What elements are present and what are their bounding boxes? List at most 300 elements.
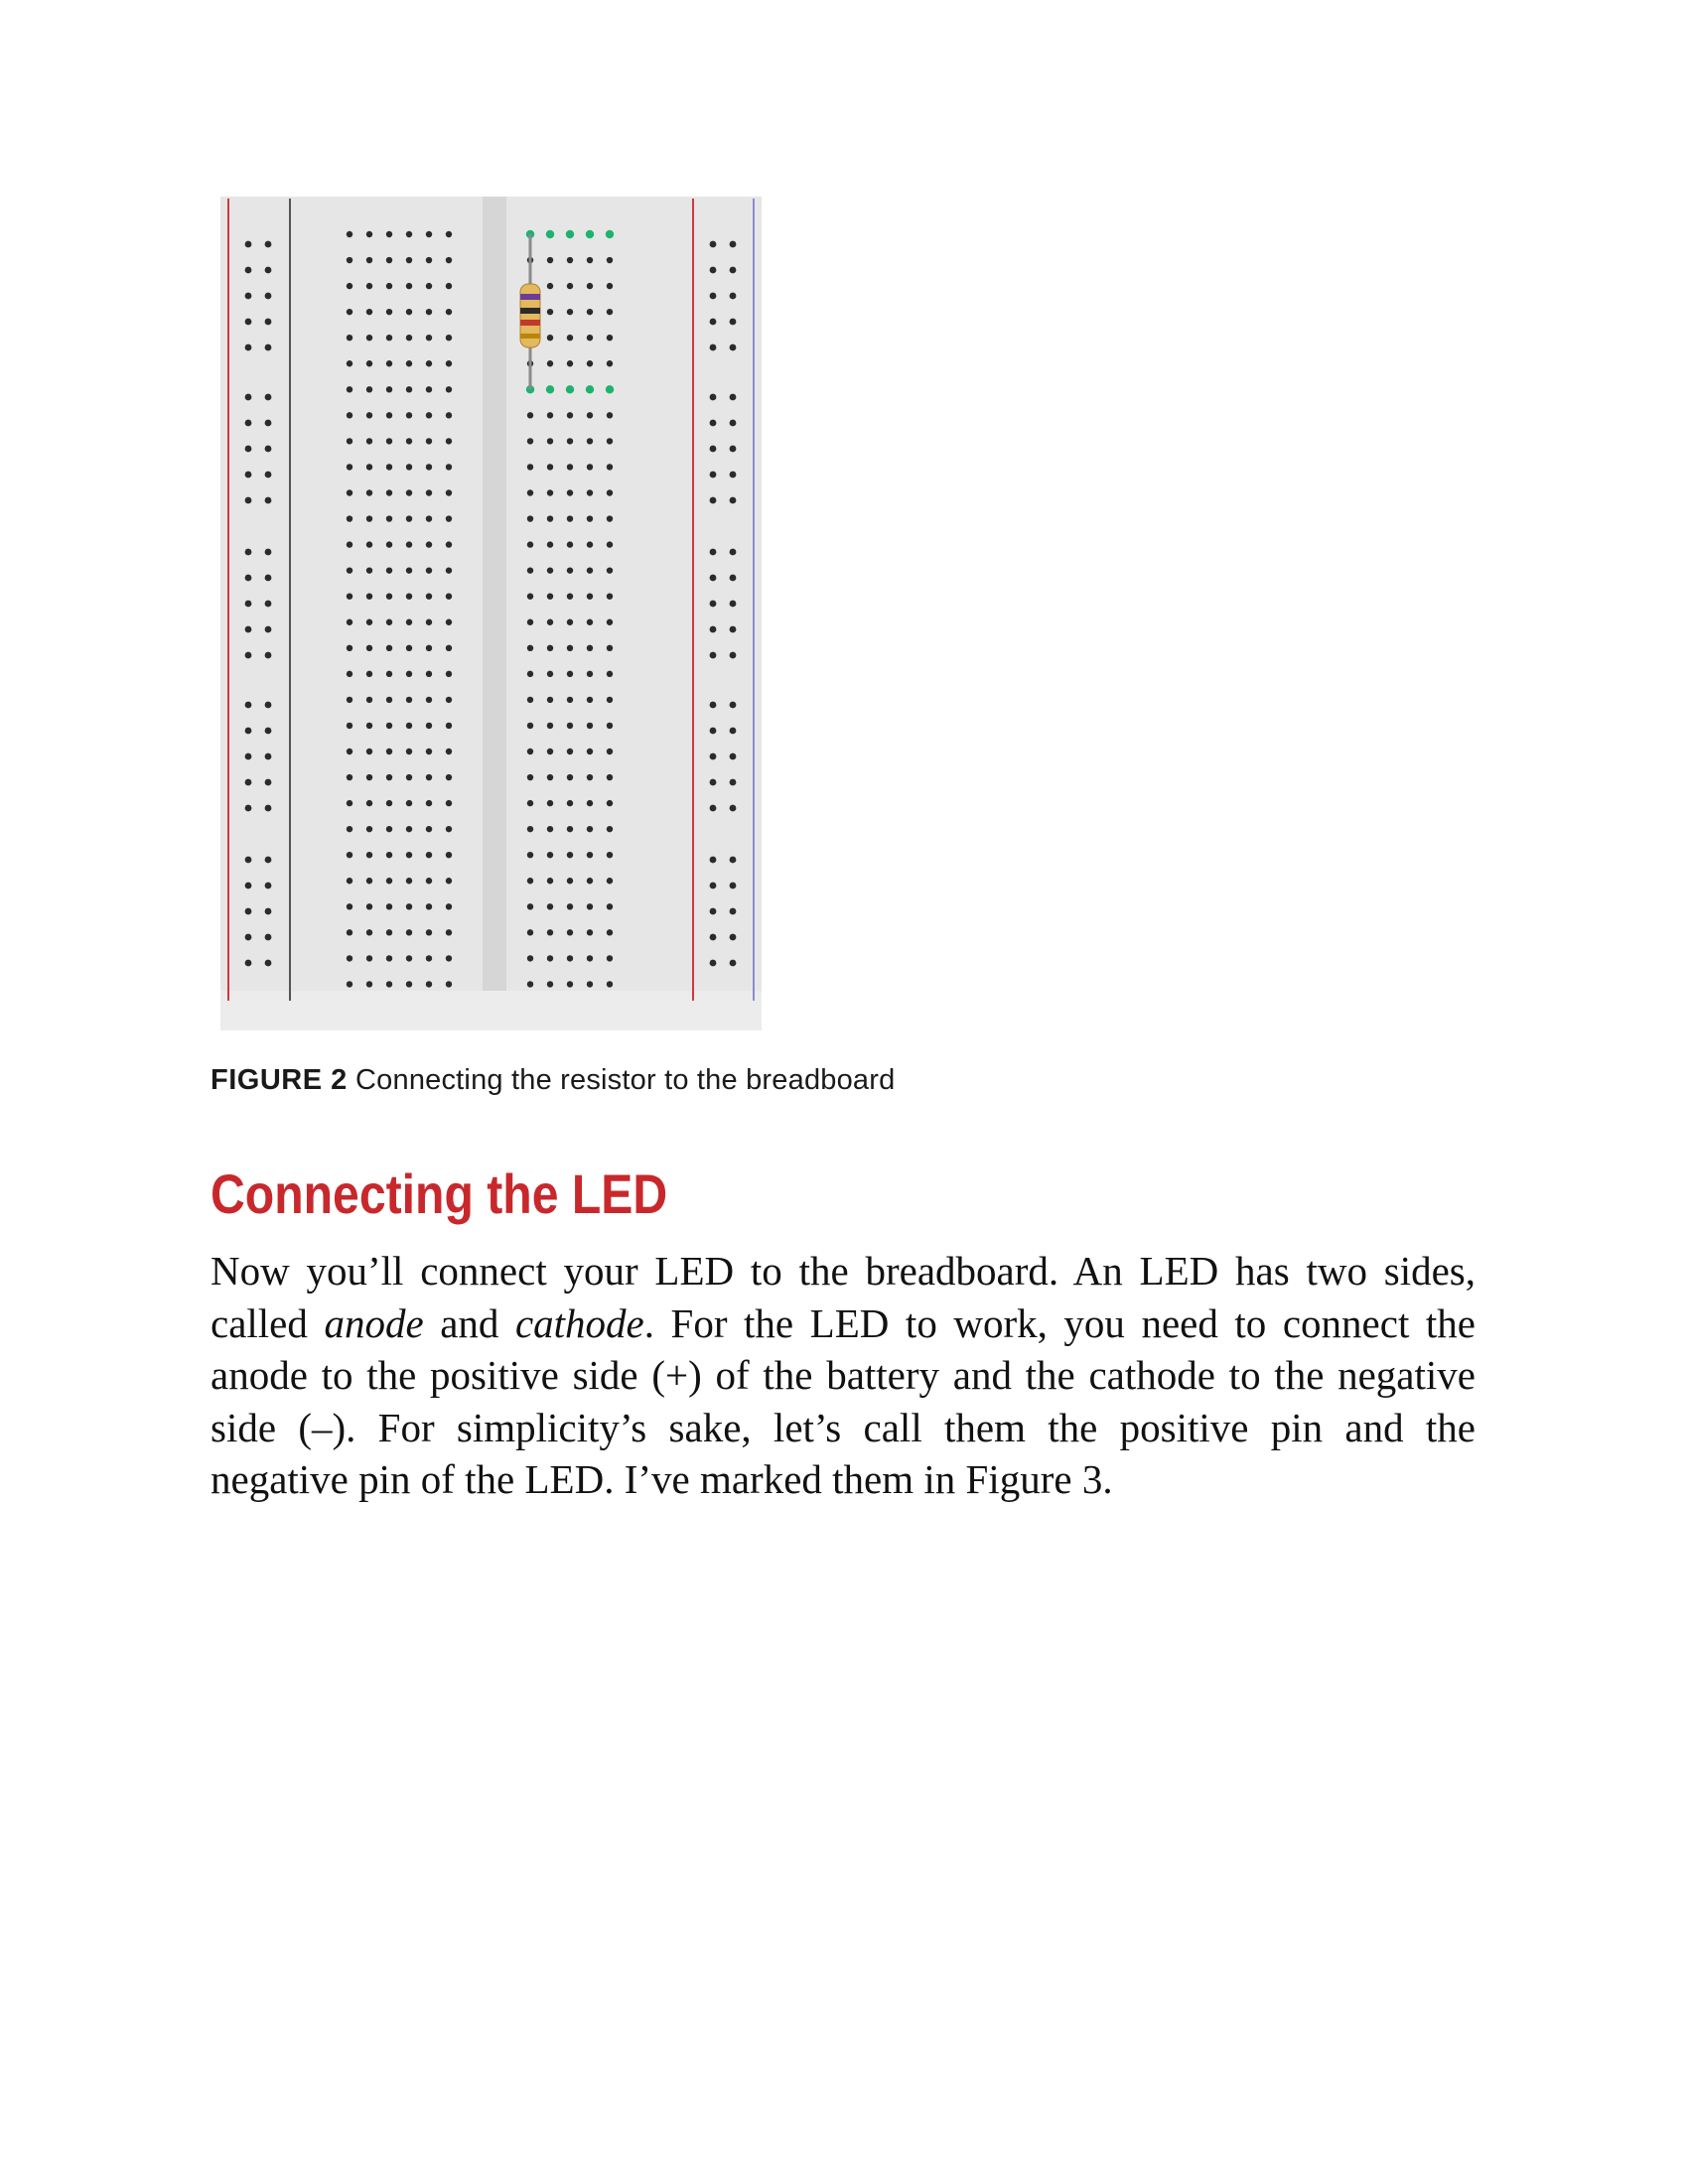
terminal-hole: [347, 645, 352, 651]
terminal-hole: [406, 386, 412, 392]
left-rail-hole: [245, 394, 252, 401]
terminal-hole: [406, 619, 412, 625]
terminal-hole: [347, 360, 352, 366]
terminal-hole: [527, 438, 533, 444]
terminal-hole: [446, 412, 452, 418]
terminal-hole: [366, 671, 372, 677]
left-rail-hole: [265, 549, 272, 556]
right-rail-hole: [730, 549, 737, 556]
terminal-hole: [347, 903, 352, 909]
terminal-hole: [547, 515, 553, 521]
terminal-hole: [426, 981, 432, 987]
terminal-hole: [587, 438, 593, 444]
breadboard-illustration: [220, 197, 762, 1030]
terminal-hole: [567, 309, 573, 315]
terminal-hole: [406, 541, 412, 547]
terminal-hole: [607, 852, 613, 858]
connected-hole: [566, 385, 574, 393]
right-rail-hole: [710, 626, 717, 633]
terminal-hole: [527, 723, 533, 729]
terminal-hole: [366, 929, 372, 935]
right-rail-hole: [710, 960, 717, 967]
terminal-hole: [567, 645, 573, 651]
terminal-hole: [547, 412, 553, 418]
terminal-hole: [366, 309, 372, 315]
terminal-hole: [386, 852, 392, 858]
terminal-hole: [406, 645, 412, 651]
terminal-hole: [426, 438, 432, 444]
terminal-hole: [527, 852, 533, 858]
terminal-hole: [527, 515, 533, 521]
terminal-hole: [446, 749, 452, 754]
term-anode: anode: [324, 1299, 424, 1346]
left-rail-hole: [265, 575, 272, 582]
left-rail-hole: [245, 728, 252, 735]
terminal-hole: [587, 723, 593, 729]
terminal-hole: [347, 309, 352, 315]
terminal-hole: [406, 903, 412, 909]
terminal-hole: [547, 541, 553, 547]
terminal-hole: [366, 645, 372, 651]
terminal-hole: [347, 929, 352, 935]
terminal-hole: [446, 438, 452, 444]
resistor-band-2: [520, 308, 540, 314]
terminal-hole: [527, 671, 533, 677]
left-rail-hole: [265, 420, 272, 427]
terminal-hole: [607, 749, 613, 754]
terminal-hole: [426, 826, 432, 832]
connected-hole: [546, 230, 554, 238]
terminal-hole: [446, 335, 452, 341]
terminal-hole: [567, 438, 573, 444]
terminal-hole: [446, 903, 452, 909]
terminal-hole: [366, 283, 372, 289]
terminal-hole: [366, 826, 372, 832]
terminal-hole: [607, 438, 613, 444]
right-rail-hole: [710, 601, 717, 608]
terminal-hole: [607, 981, 613, 987]
terminal-hole: [607, 800, 613, 806]
terminal-hole: [587, 826, 593, 832]
terminal-hole: [587, 464, 593, 470]
terminal-hole: [426, 257, 432, 263]
right-rail-hole: [710, 319, 717, 326]
terminal-hole: [446, 489, 452, 495]
left-rail-hole: [265, 652, 272, 659]
terminal-hole: [547, 645, 553, 651]
left-rail-hole: [245, 753, 252, 760]
terminal-hole: [547, 723, 553, 729]
terminal-hole: [567, 697, 573, 703]
terminal-hole: [347, 386, 352, 392]
terminal-hole: [547, 903, 553, 909]
connected-hole: [566, 230, 574, 238]
left-rail-hole: [245, 857, 252, 864]
terminal-hole: [366, 567, 372, 573]
terminal-hole: [607, 826, 613, 832]
terminal-hole: [406, 567, 412, 573]
right-rail-hole: [710, 728, 717, 735]
terminal-hole: [347, 619, 352, 625]
terminal-hole: [406, 826, 412, 832]
terminal-hole: [547, 955, 553, 961]
right-rail-hole: [710, 575, 717, 582]
terminal-hole: [347, 515, 352, 521]
left-rail-hole: [265, 626, 272, 633]
right-rail-hole: [730, 805, 737, 812]
terminal-hole: [446, 723, 452, 729]
terminal-hole: [386, 955, 392, 961]
terminal-hole: [366, 594, 372, 600]
right-rail-hole: [730, 420, 737, 427]
terminal-hole: [607, 567, 613, 573]
terminal-hole: [587, 697, 593, 703]
terminal-hole: [547, 464, 553, 470]
terminal-hole: [406, 852, 412, 858]
terminal-hole: [547, 800, 553, 806]
terminal-hole: [366, 852, 372, 858]
terminal-hole: [366, 231, 372, 237]
terminal-hole: [347, 878, 352, 884]
right-rail-hole: [710, 652, 717, 659]
terminal-hole: [347, 335, 352, 341]
terminal-hole: [587, 852, 593, 858]
terminal-hole: [446, 464, 452, 470]
right-rail-hole: [710, 267, 717, 274]
terminal-hole: [406, 412, 412, 418]
terminal-hole: [446, 878, 452, 884]
terminal-hole: [386, 749, 392, 754]
terminal-hole: [406, 955, 412, 961]
terminal-hole: [587, 955, 593, 961]
connected-hole: [606, 385, 614, 393]
terminal-hole: [527, 697, 533, 703]
terminal-hole: [567, 826, 573, 832]
terminal-hole: [527, 412, 533, 418]
right-rail-hole: [730, 575, 737, 582]
terminal-hole: [366, 541, 372, 547]
terminal-hole: [386, 283, 392, 289]
terminal-hole: [587, 671, 593, 677]
terminal-hole: [587, 749, 593, 754]
terminal-hole: [386, 360, 392, 366]
terminal-hole: [607, 774, 613, 780]
terminal-hole: [347, 749, 352, 754]
right-rail-hole: [710, 805, 717, 812]
terminal-hole: [567, 955, 573, 961]
terminal-hole: [547, 335, 553, 341]
terminal-hole: [386, 826, 392, 832]
terminal-hole: [406, 723, 412, 729]
terminal-hole: [366, 903, 372, 909]
terminal-hole: [607, 903, 613, 909]
terminal-hole: [347, 723, 352, 729]
breadboard-bottom-strip: [220, 991, 762, 1030]
terminal-hole: [547, 360, 553, 366]
right-rail-hole: [730, 908, 737, 915]
terminal-hole: [386, 489, 392, 495]
terminal-hole: [406, 774, 412, 780]
terminal-hole: [547, 671, 553, 677]
left-rail-hole: [265, 702, 272, 709]
terminal-hole: [406, 800, 412, 806]
terminal-hole: [567, 489, 573, 495]
terminal-hole: [386, 619, 392, 625]
left-rail-hole: [245, 241, 252, 248]
terminal-hole: [527, 774, 533, 780]
terminal-hole: [527, 800, 533, 806]
terminal-hole: [527, 645, 533, 651]
right-rail-hole: [730, 883, 737, 889]
terminal-hole: [446, 231, 452, 237]
terminal-hole: [386, 981, 392, 987]
terminal-hole: [567, 360, 573, 366]
terminal-hole: [446, 360, 452, 366]
terminal-hole: [567, 515, 573, 521]
right-rail-hole: [730, 753, 737, 760]
left-rail-hole: [265, 960, 272, 967]
terminal-hole: [527, 878, 533, 884]
terminal-hole: [607, 594, 613, 600]
left-rail-hole: [245, 779, 252, 786]
terminal-hole: [426, 309, 432, 315]
right-rail-hole: [710, 934, 717, 941]
left-rail-hole: [265, 241, 272, 248]
right-rail-hole: [730, 394, 737, 401]
terminal-hole: [587, 489, 593, 495]
terminal-hole: [607, 283, 613, 289]
terminal-hole: [426, 955, 432, 961]
connected-hole: [606, 230, 614, 238]
terminal-hole: [366, 878, 372, 884]
terminal-hole: [347, 257, 352, 263]
left-rail-hole: [245, 446, 252, 453]
terminal-hole: [527, 594, 533, 600]
terminal-hole: [527, 981, 533, 987]
terminal-hole: [587, 360, 593, 366]
terminal-hole: [607, 955, 613, 961]
terminal-hole: [366, 464, 372, 470]
terminal-hole: [527, 929, 533, 935]
right-rail-hole: [730, 728, 737, 735]
terminal-hole: [366, 981, 372, 987]
terminal-hole: [386, 335, 392, 341]
left-rail-hole: [265, 293, 272, 300]
terminal-hole: [366, 619, 372, 625]
terminal-hole: [386, 723, 392, 729]
terminal-hole: [426, 386, 432, 392]
terminal-hole: [426, 852, 432, 858]
terminal-hole: [587, 645, 593, 651]
terminal-hole: [527, 903, 533, 909]
terminal-hole: [406, 981, 412, 987]
terminal-hole: [547, 697, 553, 703]
terminal-hole: [406, 878, 412, 884]
terminal-hole: [446, 852, 452, 858]
right-rail-hole: [710, 420, 717, 427]
paragraph-part-3: . For the LED to work, you need to connect the anode to the positive side (+) of the battery and the cathode to the negative side (–). For simplicity’s sake, let’s call them the positive pin and the negative pin of the LED. I’ve marked them in Figure 3.: [211, 1299, 1476, 1502]
right-rail-hole: [730, 934, 737, 941]
left-rail-hole: [245, 883, 252, 889]
terminal-hole: [446, 567, 452, 573]
left-rail-hole: [265, 934, 272, 941]
terminal-hole: [607, 723, 613, 729]
terminal-hole: [607, 309, 613, 315]
terminal-hole: [366, 257, 372, 263]
terminal-hole: [527, 489, 533, 495]
terminal-hole: [426, 774, 432, 780]
left-rail-hole: [265, 267, 272, 274]
terminal-hole: [527, 567, 533, 573]
section-heading: Connecting the LED: [211, 1162, 668, 1225]
center-channel: [483, 197, 506, 991]
terminal-hole: [567, 723, 573, 729]
terminal-hole: [386, 697, 392, 703]
terminal-hole: [347, 800, 352, 806]
right-rail-hole: [710, 549, 717, 556]
right-rail-hole: [710, 753, 717, 760]
terminal-hole: [426, 800, 432, 806]
terminal-hole: [547, 594, 553, 600]
left-rail-hole: [265, 857, 272, 864]
right-rail-hole: [730, 601, 737, 608]
terminal-hole: [426, 335, 432, 341]
right-rail-hole: [730, 344, 737, 351]
terminal-hole: [386, 541, 392, 547]
figure-caption-text: Connecting the resistor to the breadboard: [355, 1064, 896, 1096]
terminal-hole: [547, 489, 553, 495]
terminal-hole: [567, 594, 573, 600]
left-rail-hole: [265, 908, 272, 915]
terminal-hole: [567, 412, 573, 418]
terminal-hole: [426, 723, 432, 729]
left-rail-hole: [265, 497, 272, 504]
terminal-hole: [386, 231, 392, 237]
right-rail-hole: [710, 394, 717, 401]
connected-hole: [586, 385, 594, 393]
terminal-hole: [607, 541, 613, 547]
right-rail-hole: [710, 857, 717, 864]
terminal-hole: [366, 515, 372, 521]
terminal-hole: [426, 283, 432, 289]
terminal-hole: [547, 878, 553, 884]
terminal-hole: [347, 438, 352, 444]
term-cathode: cathode: [514, 1299, 644, 1346]
terminal-hole: [406, 309, 412, 315]
body-paragraph: [211, 1245, 1476, 1506]
terminal-hole: [607, 671, 613, 677]
terminal-hole: [547, 309, 553, 315]
left-rail-hole: [245, 319, 252, 326]
terminal-hole: [587, 981, 593, 987]
terminal-hole: [366, 800, 372, 806]
terminal-hole: [547, 749, 553, 754]
terminal-hole: [567, 671, 573, 677]
terminal-hole: [347, 671, 352, 677]
terminal-hole: [607, 464, 613, 470]
terminal-hole: [426, 878, 432, 884]
left-rail-hole: [245, 472, 252, 478]
left-rail-hole: [245, 549, 252, 556]
terminal-hole: [446, 826, 452, 832]
terminal-hole: [567, 257, 573, 263]
terminal-hole: [607, 619, 613, 625]
left-rail-hole: [265, 883, 272, 889]
left-rail-hole: [265, 601, 272, 608]
terminal-hole: [347, 464, 352, 470]
terminal-hole: [567, 774, 573, 780]
right-rail-hole: [710, 293, 717, 300]
terminal-hole: [386, 567, 392, 573]
terminal-hole: [406, 283, 412, 289]
terminal-hole: [386, 594, 392, 600]
terminal-hole: [406, 464, 412, 470]
terminal-hole: [587, 283, 593, 289]
terminal-hole: [587, 335, 593, 341]
terminal-hole: [406, 515, 412, 521]
terminal-hole: [366, 749, 372, 754]
terminal-hole: [386, 774, 392, 780]
terminal-hole: [426, 412, 432, 418]
terminal-hole: [347, 852, 352, 858]
terminal-hole: [347, 955, 352, 961]
resistor-band-3: [520, 320, 540, 326]
terminal-hole: [406, 231, 412, 237]
terminal-hole: [426, 749, 432, 754]
terminal-hole: [446, 619, 452, 625]
right-rail-hole: [730, 446, 737, 453]
terminal-hole: [607, 335, 613, 341]
right-rail-hole: [710, 446, 717, 453]
terminal-hole: [547, 852, 553, 858]
right-rail-hole: [730, 293, 737, 300]
left-rail-hole: [245, 805, 252, 812]
terminal-hole: [366, 412, 372, 418]
paragraph-part-2: and: [423, 1299, 515, 1346]
resistor-band-4: [520, 334, 540, 339]
left-rail-hole: [265, 805, 272, 812]
terminal-hole: [406, 697, 412, 703]
terminal-hole: [567, 852, 573, 858]
terminal-hole: [567, 878, 573, 884]
terminal-hole: [527, 955, 533, 961]
terminal-hole: [406, 489, 412, 495]
terminal-hole: [366, 774, 372, 780]
right-rail-hole: [730, 267, 737, 274]
right-rail-hole: [730, 652, 737, 659]
terminal-hole: [347, 231, 352, 237]
terminal-hole: [426, 489, 432, 495]
terminal-hole: [607, 929, 613, 935]
left-rail-hole: [245, 626, 252, 633]
right-rail-hole: [730, 779, 737, 786]
left-rail-hole: [245, 293, 252, 300]
terminal-hole: [386, 464, 392, 470]
terminal-hole: [567, 619, 573, 625]
terminal-hole: [426, 671, 432, 677]
terminal-hole: [547, 438, 553, 444]
terminal-hole: [446, 257, 452, 263]
right-rail-hole: [730, 472, 737, 478]
terminal-hole: [366, 955, 372, 961]
terminal-hole: [347, 697, 352, 703]
terminal-hole: [426, 464, 432, 470]
terminal-hole: [366, 489, 372, 495]
resistor-band-1: [520, 294, 540, 300]
terminal-hole: [567, 981, 573, 987]
terminal-hole: [446, 671, 452, 677]
right-rail-hole: [730, 626, 737, 633]
